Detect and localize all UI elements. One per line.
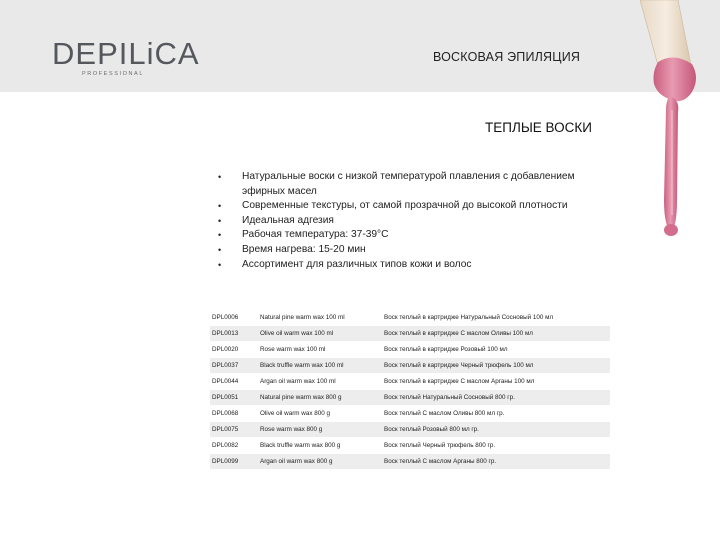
product-name-en: Rose warm wax 100 ml [258, 342, 382, 358]
table-row [210, 310, 610, 326]
product-code: DPL0051 [210, 390, 258, 406]
brand-logo-subtitle: PROFESSIONAL [82, 71, 144, 77]
table-row [210, 374, 610, 390]
product-code: DPL0099 [210, 454, 258, 470]
table-row [210, 358, 610, 374]
brand-logo: DEPILiCA [52, 36, 200, 71]
feature-item: • Рабочая температура: 37-39°С [218, 228, 598, 243]
table-row [210, 454, 610, 470]
product-name-ru: Воск теплый в картридже С маслом Арганы 100 мл [382, 374, 610, 390]
section-title: ТЕПЛЫЕ ВОСКИ [485, 120, 592, 135]
product-name-en: Rose warm wax 800 g [258, 422, 382, 438]
product-name-en: Natural pine warm wax 100 ml [258, 310, 382, 326]
product-name-ru: Воск теплый Натуральный Сосновый 800 гр. [382, 390, 610, 406]
product-name-en: Argan oil warm wax 100 ml [258, 374, 382, 390]
wax-spatula-image [600, 0, 720, 240]
product-name-en: Black truffle warm wax 100 ml [258, 358, 382, 374]
product-code: DPL0020 [210, 342, 258, 358]
product-name-en: Black truffle warm wax 800 g [258, 438, 382, 454]
product-name-ru: Воск теплый С маслом Арганы 800 гр. [382, 454, 610, 470]
product-name-ru: Воск теплый в картридже Черный трюфель 100 мл [382, 358, 610, 374]
product-name-ru: Воск теплый в картридже С маслом Оливы 100 мл [382, 326, 610, 342]
product-code: DPL0037 [210, 358, 258, 374]
product-code: DPL0068 [210, 406, 258, 422]
product-name-ru: Воск теплый Розовый 800 мл гр. [382, 422, 610, 438]
table-row [210, 390, 610, 406]
table-row [210, 422, 610, 438]
feature-list [218, 170, 598, 272]
table-row [210, 438, 610, 454]
feature-item: • Время нагрева: 15-20 мин [218, 243, 598, 258]
product-name-en: Natural pine warm wax 800 g [258, 390, 382, 406]
product-name-ru: Воск теплый в картридже Натуральный Сосновый 100 мл [382, 310, 610, 326]
product-name-en: Olive oil warm wax 800 g [258, 406, 382, 422]
product-name-ru: Воск теплый Черный трюфель 800 гр. [382, 438, 610, 454]
product-table [210, 310, 610, 470]
product-code: DPL0082 [210, 438, 258, 454]
product-name-ru: Воск теплый в картридже Розовый 100 мл [382, 342, 610, 358]
feature-item: • Идеальная адгезия [218, 214, 598, 229]
product-code: DPL0075 [210, 422, 258, 438]
feature-item: • Натуральные воски с низкой температурой плавления с добавлением эфирных масел [218, 170, 598, 199]
product-name-en: Olive oil warm wax 100 ml [258, 326, 382, 342]
feature-item: • Современные текстуры, от самой прозрачной до высокой плотности [218, 199, 598, 214]
table-row [210, 342, 610, 358]
product-name-en: Argan oil warm wax 800 g [258, 454, 382, 470]
product-name-ru: Воск теплый С маслом Оливы 800 мл гр. [382, 406, 610, 422]
feature-item: • Ассортимент для различных типов кожи и волос [218, 258, 598, 273]
product-code: DPL0006 [210, 310, 258, 326]
product-code: DPL0044 [210, 374, 258, 390]
table-row [210, 406, 610, 422]
table-row [210, 326, 610, 342]
page-header-title: ВОСКОВАЯ ЭПИЛЯЦИЯ [433, 50, 581, 64]
product-code: DPL0013 [210, 326, 258, 342]
